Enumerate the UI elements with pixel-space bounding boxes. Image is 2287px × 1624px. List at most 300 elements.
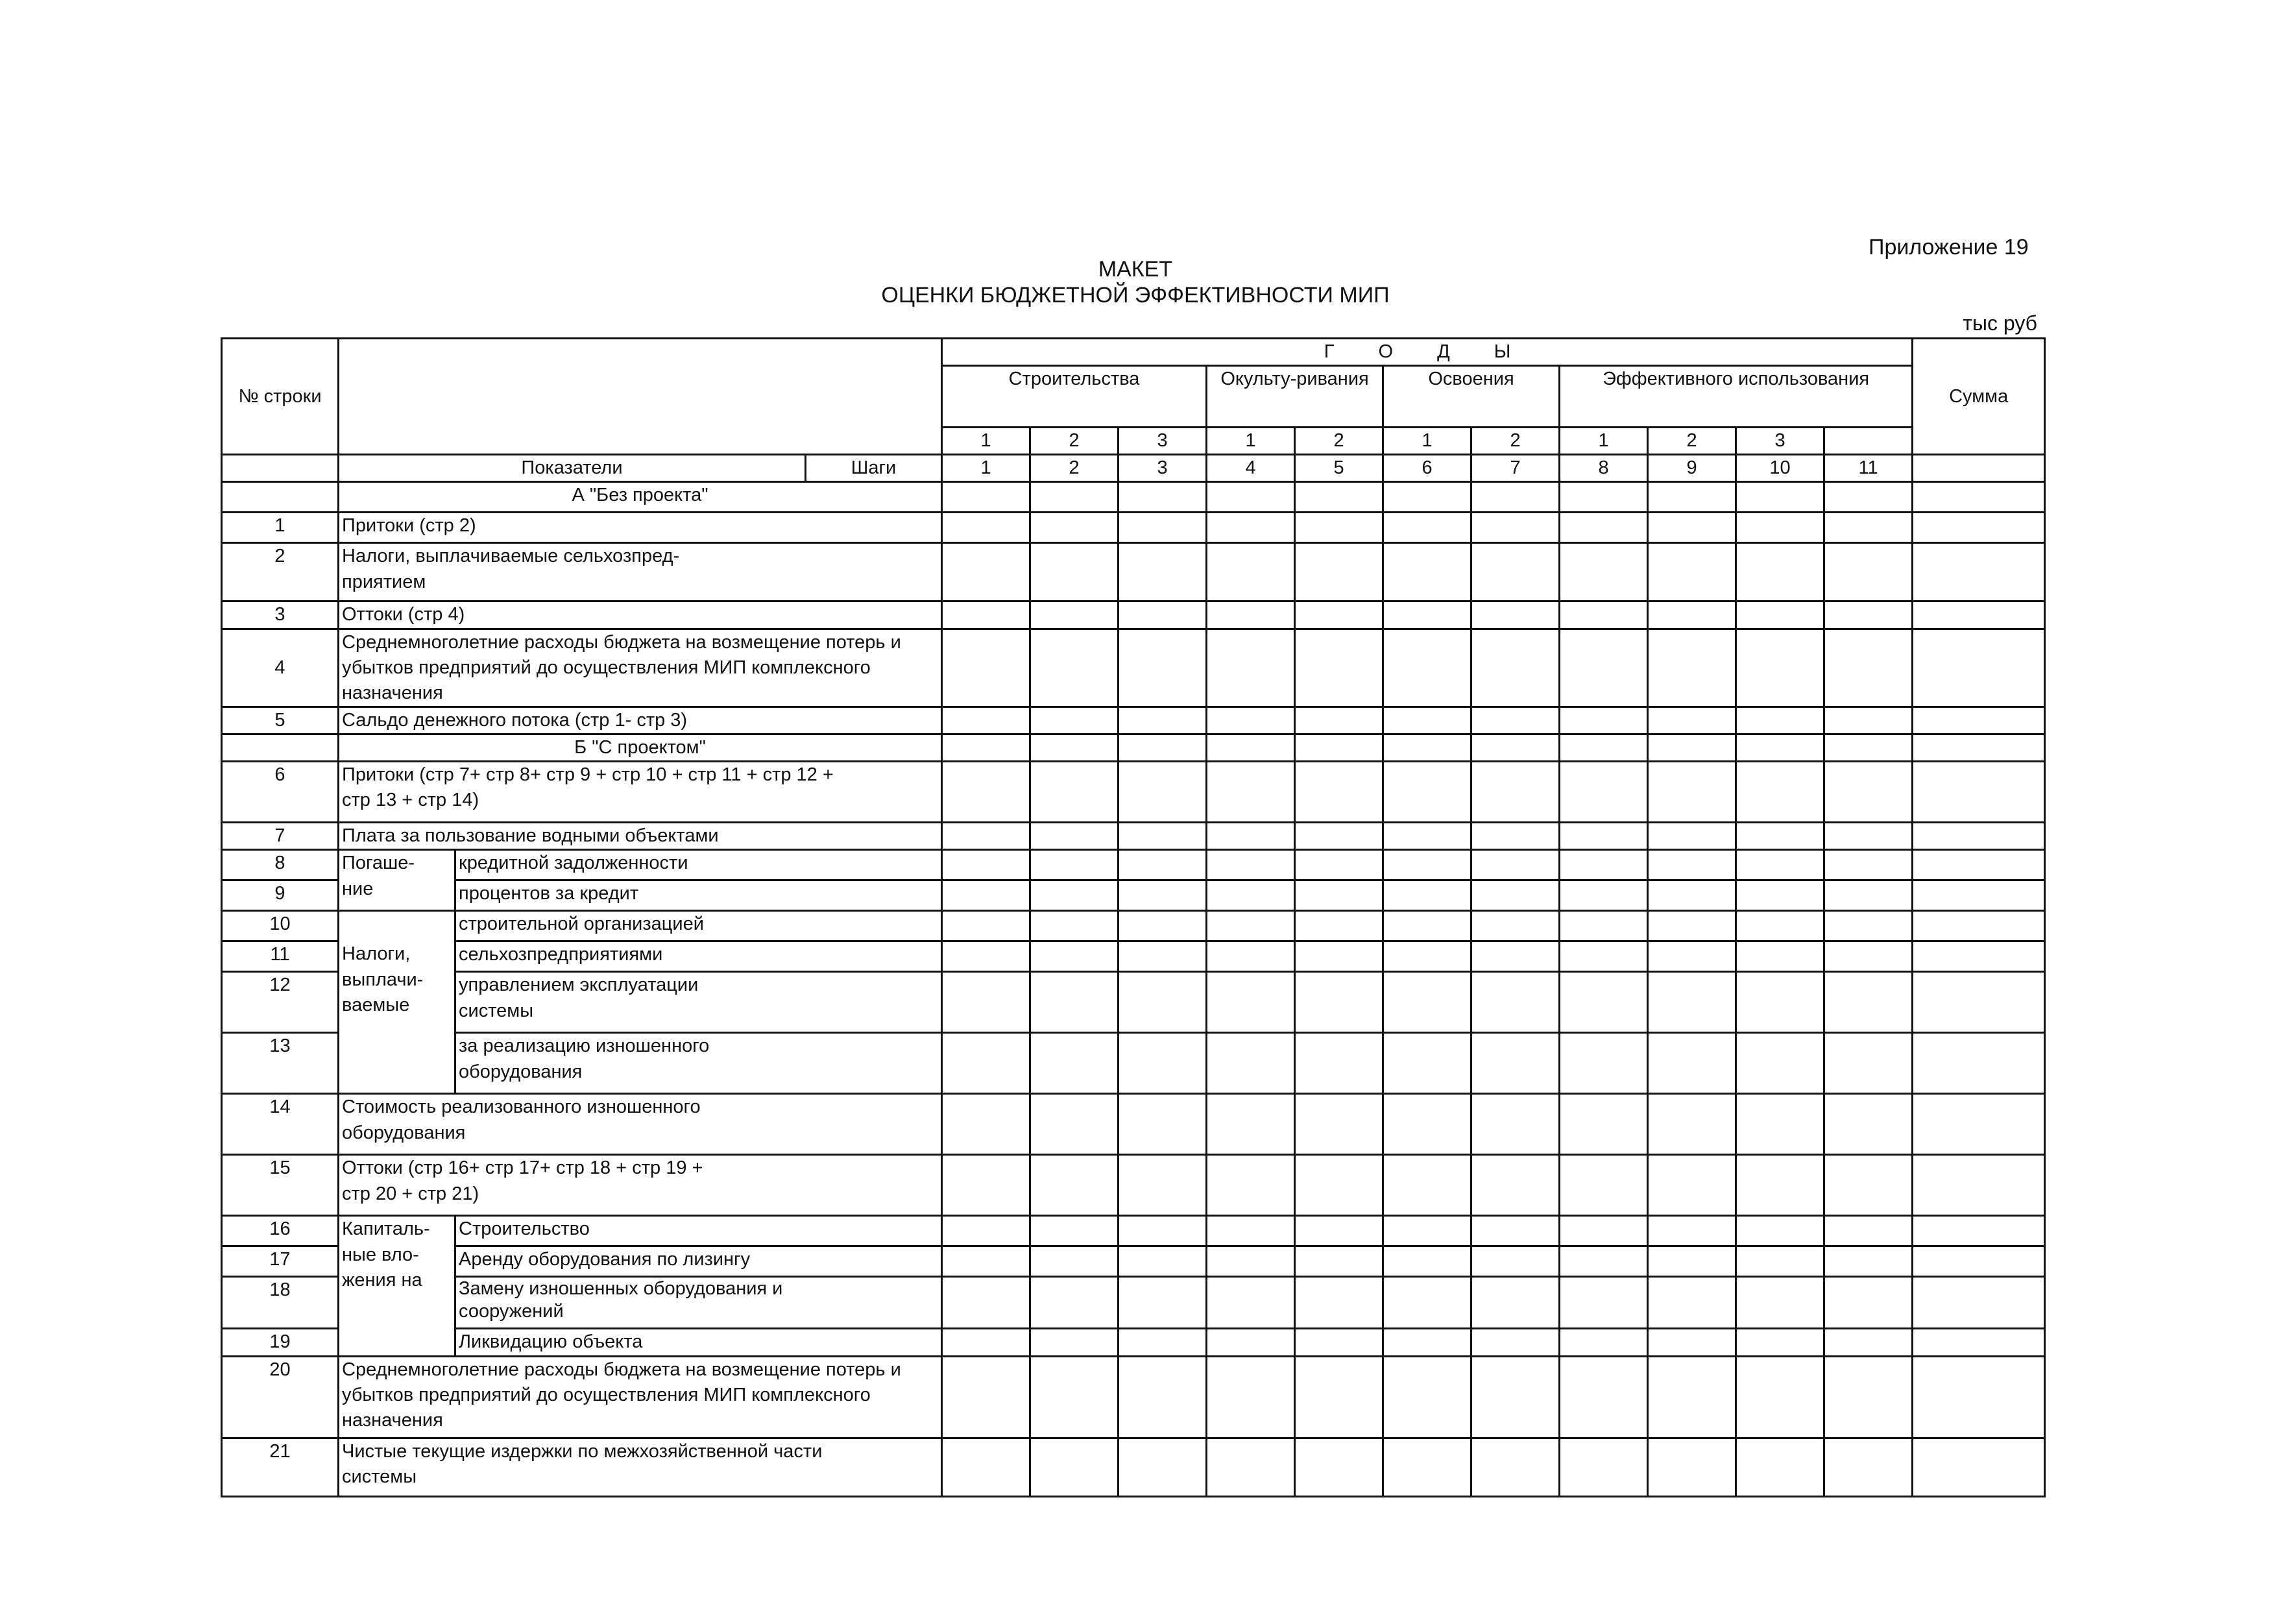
value-cell [1471,1246,1560,1277]
value-cell [1913,629,2045,707]
budget-efficiency-table [221,337,2046,1497]
value-cell [942,911,1030,941]
value-cell [1560,1094,1648,1155]
value-cell [1736,941,1824,972]
value-cell [1030,707,1119,734]
value-cell [1030,1438,1119,1496]
table-row [222,880,2045,911]
value-cell [1207,762,1295,823]
value-cell [1383,880,1471,911]
value-cell [1913,1277,2045,1329]
row-number: 14 [222,1094,339,1155]
group-effective-use: Эффективного использования [1560,366,1913,428]
value-cell [1736,1329,1824,1356]
row-label: Оттоки (стр 4) [339,601,942,629]
value-cell [1119,1216,1207,1246]
value-cell [1913,762,2045,823]
row-number: 15 [222,1155,339,1216]
row-number: 7 [222,823,339,850]
value-cell [1030,629,1119,707]
empty-cell [222,455,339,482]
value-cell [1736,762,1824,823]
table-row [222,707,2045,734]
value-cell [1119,1277,1207,1329]
value-cell [1736,482,1824,513]
value-cell [1648,911,1736,941]
value-cell [1383,1438,1471,1496]
section-b-row [222,734,2045,762]
step-number: 3 [1119,455,1207,482]
step-number: 2 [1030,455,1119,482]
value-cell [1560,972,1648,1033]
value-cell [1913,1155,2045,1216]
value-cell [1824,1356,1913,1438]
value-cell [1824,823,1913,850]
table-row [222,911,2045,941]
value-cell [1295,734,1383,762]
group-step: 1 [1560,428,1648,455]
value-cell [1471,762,1560,823]
row-label: управлением эксплуатации системы [455,972,942,1033]
document-title: МАКЕТ [1098,257,1173,282]
value-cell [1030,734,1119,762]
value-cell [1824,941,1913,972]
value-cell [1295,1246,1383,1277]
value-cell [1383,850,1471,880]
value-cell [1648,1094,1736,1155]
value-cell [1913,823,2045,850]
value-cell [1471,734,1560,762]
value-cell [1471,880,1560,911]
value-cell [1560,1438,1648,1496]
group-step: 2 [1471,428,1560,455]
row-number: 6 [222,762,339,823]
value-cell [1736,543,1824,601]
value-cell [1383,1356,1471,1438]
table-row [222,629,2045,707]
value-cell [1736,1356,1824,1438]
value-cell [1207,513,1295,543]
table-row [222,823,2045,850]
value-cell [1560,880,1648,911]
section-a-row [222,482,2045,513]
value-cell [1471,1277,1560,1329]
value-cell [1913,1216,2045,1246]
value-cell [942,707,1030,734]
blank-header-cell [339,339,942,455]
group-construction: Строительства [942,366,1207,428]
value-cell [1560,482,1648,513]
section-a-title: А "Без проекта" [339,482,942,513]
value-cell [1648,1216,1736,1246]
step-number: 5 [1295,455,1383,482]
value-cell [1383,543,1471,601]
value-cell [1119,1329,1207,1356]
value-cell [1383,707,1471,734]
value-cell [1824,482,1913,513]
value-cell [1736,1094,1824,1155]
value-cell [1471,482,1560,513]
value-cell [1648,1033,1736,1094]
step-number: 4 [1207,455,1295,482]
value-cell [1560,850,1648,880]
value-cell [1030,880,1119,911]
table-row [222,1329,2045,1356]
value-cell [1383,601,1471,629]
table-row [222,543,2045,601]
row-number: 13 [222,1033,339,1094]
value-cell [1913,1246,2045,1277]
value-cell [1471,629,1560,707]
value-cell [1648,543,1736,601]
value-cell [942,1356,1030,1438]
value-cell [1383,1246,1471,1277]
value-cell [1119,1438,1207,1496]
value-cell [1560,762,1648,823]
value-cell [1030,911,1119,941]
row-label: Притоки (стр 2) [339,513,942,543]
value-cell [1824,707,1913,734]
table-row [222,972,2045,1033]
value-cell [942,1094,1030,1155]
value-cell [1383,1329,1471,1356]
value-cell [1736,629,1824,707]
value-cell [1471,911,1560,941]
value-cell [1207,911,1295,941]
row-label: Притоки (стр 7+ стр 8+ стр 9 + стр 10 + стр 11 + стр 12 + стр 13 + стр 14) [339,762,942,823]
value-cell [942,734,1030,762]
group-step: 1 [942,428,1030,455]
value-cell [1207,543,1295,601]
value-cell [1383,513,1471,543]
table-row [222,601,2045,629]
value-cell [1648,513,1736,543]
row-number: 11 [222,941,339,972]
table-row [222,1356,2045,1438]
row-label: Строительство [455,1216,942,1246]
value-cell [1736,1438,1824,1496]
table-row [222,1246,2045,1277]
value-cell [1119,1094,1207,1155]
value-cell [1736,1155,1824,1216]
value-cell [942,1155,1030,1216]
value-cell [942,1277,1030,1329]
value-cell [1824,1246,1913,1277]
step-number: 9 [1648,455,1736,482]
value-cell [1560,734,1648,762]
value-cell [1824,762,1913,823]
row-label: Оттоки (стр 16+ стр 17+ стр 18 + стр 19 + стр 20 + стр 21) [339,1155,942,1216]
appendix-label: Приложение 19 [1869,235,2029,260]
value-cell [1030,601,1119,629]
value-cell [1471,823,1560,850]
row-number: 9 [222,880,339,911]
value-cell [1119,482,1207,513]
value-cell [1913,513,2045,543]
value-cell [1295,911,1383,941]
value-cell [1736,911,1824,941]
value-cell [1295,1216,1383,1246]
value-cell [1736,972,1824,1033]
value-cell [1471,1094,1560,1155]
empty-cell [1913,455,2045,482]
value-cell [1383,734,1471,762]
value-cell [1913,941,2045,972]
value-cell [1207,1329,1295,1356]
group-step: 2 [1030,428,1119,455]
value-cell [1736,707,1824,734]
step-number: 6 [1383,455,1471,482]
value-cell [1119,1155,1207,1216]
group-step: 3 [1736,428,1824,455]
header-row-years [222,339,2045,366]
value-cell [1207,1155,1295,1216]
value-cell [1471,1155,1560,1216]
value-cell [1030,1246,1119,1277]
sum-header: Сумма [1913,339,2045,455]
value-cell [1119,1246,1207,1277]
value-cell [1648,1277,1736,1329]
section-b-title: Б "С проектом" [339,734,942,762]
empty-cell [1824,428,1913,455]
value-cell [1030,972,1119,1033]
value-cell [1295,941,1383,972]
value-cell [1119,823,1207,850]
row-label: Аренду оборудования по лизингу [455,1246,942,1277]
value-cell [1119,1356,1207,1438]
value-cell [1824,543,1913,601]
value-cell [1471,941,1560,972]
value-cell [1560,601,1648,629]
value-cell [1648,1438,1736,1496]
value-cell [1648,941,1736,972]
value-cell [1471,1438,1560,1496]
value-cell [1207,1277,1295,1329]
value-cell [1207,1356,1295,1438]
value-cell [1913,850,2045,880]
value-cell [942,482,1030,513]
value-cell [1383,629,1471,707]
value-cell [1030,1033,1119,1094]
value-cell [1471,1356,1560,1438]
value-cell [942,1438,1030,1496]
row-number: 12 [222,972,339,1033]
value-cell [1030,1216,1119,1246]
row-label: Среднемноголетние расходы бюджета на возмещение потерь и убытков предприятий до осуществления МИП комплексного назначения [339,629,942,707]
value-cell [1295,1329,1383,1356]
indicators-header: Показатели [339,455,806,482]
row-label: Среднемноголетние расходы бюджета на возмещение потерь и убытков предприятий до осуществления МИП комплексного назначения [339,1356,942,1438]
value-cell [1119,850,1207,880]
value-cell [1030,543,1119,601]
value-cell [1030,1329,1119,1356]
value-cell [1824,629,1913,707]
table-row [222,762,2045,823]
row-label: Замену изношенных оборудования и сооружений [455,1277,942,1329]
value-cell [1824,601,1913,629]
step-number: 10 [1736,455,1824,482]
steps-header: Шаги [806,455,942,482]
value-cell [1913,1094,2045,1155]
value-cell [1383,1155,1471,1216]
value-cell [1648,762,1736,823]
value-cell [1383,1094,1471,1155]
group-cultivation: Окульту-ривания [1207,366,1383,428]
value-cell [1824,850,1913,880]
value-cell [1648,1329,1736,1356]
value-cell [1824,1216,1913,1246]
value-cell [1295,707,1383,734]
value-cell [1119,707,1207,734]
value-cell [1560,707,1648,734]
value-cell [1119,941,1207,972]
table-row [222,1216,2045,1246]
group-step: 1 [1383,428,1471,455]
value-cell [1207,1438,1295,1496]
row-label: кредитной задолженности [455,850,942,880]
value-cell [1295,850,1383,880]
value-cell [1471,1033,1560,1094]
value-cell [942,823,1030,850]
value-cell [942,941,1030,972]
value-cell [1913,972,2045,1033]
value-cell [1471,707,1560,734]
row-number: 4 [222,629,339,707]
value-cell [1119,513,1207,543]
value-cell [1207,1246,1295,1277]
value-cell [1471,1329,1560,1356]
document-subtitle: ОЦЕНКИ БЮДЖЕТНОЙ ЭФФЕКТИВНОСТИ МИП [881,283,1390,308]
value-cell [1295,762,1383,823]
value-cell [1560,513,1648,543]
empty-cell [222,734,339,762]
value-cell [1471,972,1560,1033]
value-cell [1207,601,1295,629]
value-cell [1560,823,1648,850]
value-cell [1383,823,1471,850]
row-number: 10 [222,911,339,941]
value-cell [942,1033,1030,1094]
value-cell [942,1216,1030,1246]
group-step: 1 [1207,428,1295,455]
value-cell [942,880,1030,911]
row-label: Налоги, выплачиваемые сельхозпред-приятием [339,543,942,601]
value-cell [1736,513,1824,543]
value-cell [1119,629,1207,707]
value-cell [1648,850,1736,880]
value-cell [1913,1329,2045,1356]
value-cell [1648,1246,1736,1277]
value-cell [1648,1356,1736,1438]
value-cell [942,1246,1030,1277]
group-development: Освоения [1383,366,1560,428]
value-cell [942,850,1030,880]
value-cell [1648,629,1736,707]
value-cell [1560,1356,1648,1438]
value-cell [1736,734,1824,762]
value-cell [1030,1356,1119,1438]
value-cell [1295,880,1383,911]
value-cell [1824,1329,1913,1356]
value-cell [1648,972,1736,1033]
row-label: строительной организацией [455,911,942,941]
value-cell [1913,911,2045,941]
value-cell [1207,734,1295,762]
step-number: 1 [942,455,1030,482]
row-number: 20 [222,1356,339,1438]
empty-cell [222,482,339,513]
value-cell [1119,734,1207,762]
value-cell [1913,734,2045,762]
value-cell [1736,1216,1824,1246]
row-number: 18 [222,1277,339,1329]
value-cell [1383,482,1471,513]
value-cell [1824,734,1913,762]
value-cell [1207,482,1295,513]
row-label: сельхозпредприятиями [455,941,942,972]
value-cell [1295,601,1383,629]
value-cell [1471,1216,1560,1246]
value-cell [1207,1216,1295,1246]
value-cell [1824,911,1913,941]
value-cell [1913,1033,2045,1094]
value-cell [1119,880,1207,911]
row-number: 21 [222,1438,339,1496]
value-cell [1736,1277,1824,1329]
value-cell [1295,972,1383,1033]
value-cell [1913,482,2045,513]
value-cell [942,629,1030,707]
table-row [222,850,2045,880]
value-cell [1383,1277,1471,1329]
value-cell [1648,601,1736,629]
value-cell [1560,1155,1648,1216]
value-cell [1295,482,1383,513]
value-cell [1824,1155,1913,1216]
years-header: Г О Д Ы [942,339,1913,366]
value-cell [1560,1329,1648,1356]
value-cell [1560,1246,1648,1277]
table-row [222,1094,2045,1155]
value-cell [1383,762,1471,823]
value-cell [1207,850,1295,880]
value-cell [1736,823,1824,850]
value-cell [1030,850,1119,880]
value-cell [1560,941,1648,972]
value-cell [1295,1438,1383,1496]
row-label: Ликвидацию объекта [455,1329,942,1356]
value-cell [1824,1033,1913,1094]
value-cell [1471,543,1560,601]
table-row [222,1155,2045,1216]
group-step: 2 [1648,428,1736,455]
value-cell [1207,1033,1295,1094]
value-cell [1913,880,2045,911]
row-number: 3 [222,601,339,629]
value-cell [1295,823,1383,850]
value-cell [1560,543,1648,601]
row-number: 2 [222,543,339,601]
value-cell [1471,601,1560,629]
row-label: Чистые текущие издержки по межхозяйственной части системы [339,1438,942,1496]
row-label: Сальдо денежного потока (стр 1- стр 3) [339,707,942,734]
value-cell [1119,543,1207,601]
units-label: тыс руб [1963,311,2037,335]
value-cell [1030,1277,1119,1329]
value-cell [1030,762,1119,823]
table-row [222,1277,2045,1329]
value-cell [1560,629,1648,707]
